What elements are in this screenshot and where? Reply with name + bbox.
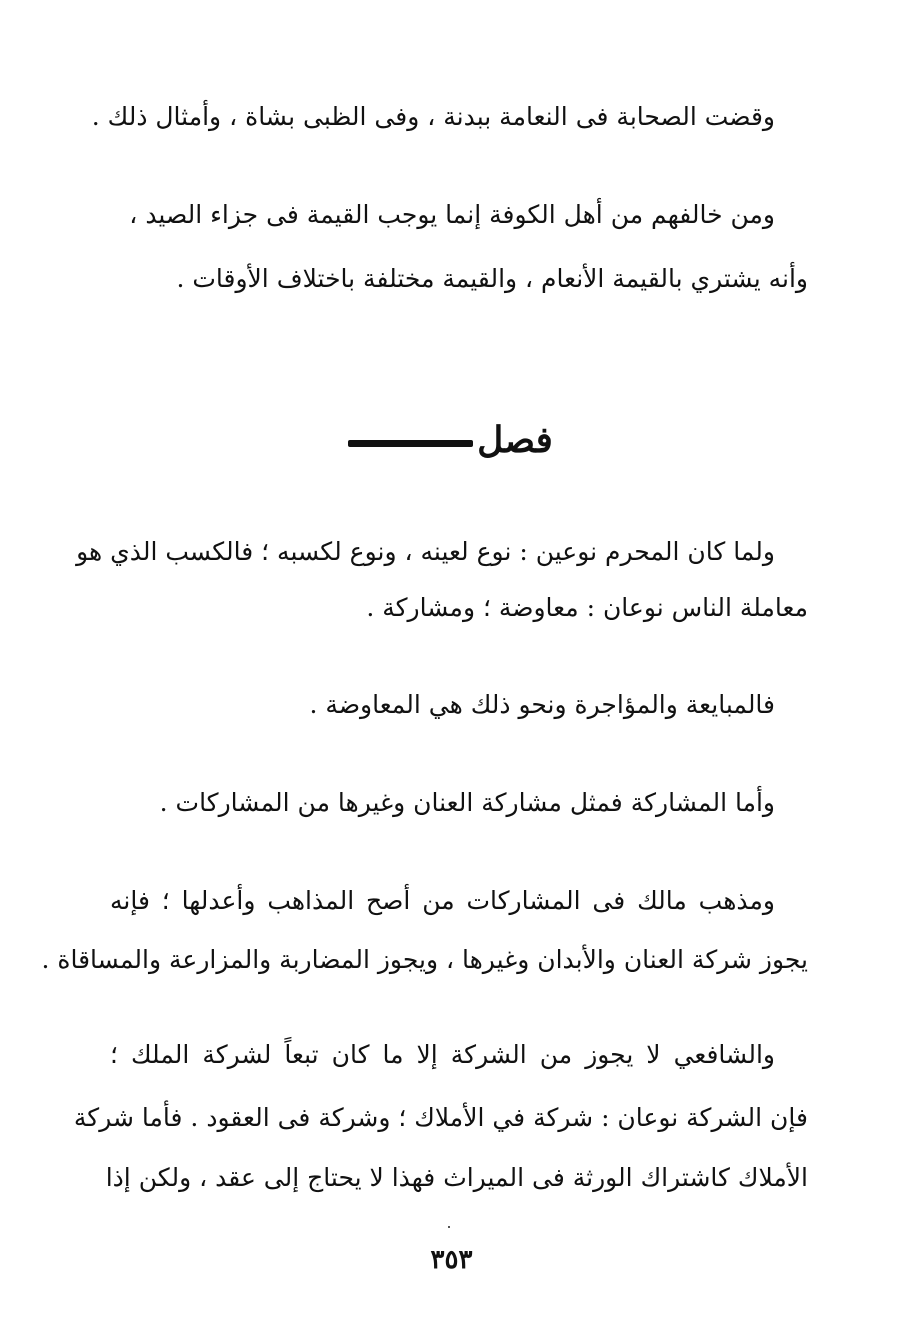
text-line-8: ومذهب مالك فى المشاركات من أصح المذاهب وأعدلها ؛ فإنه: [110, 886, 775, 915]
text-line-2: ومن خالفهم من أهل الكوفة إنما يوجب القيمة فى جزاء الصيد ،: [129, 200, 775, 229]
page-number: ٣٥٣: [430, 1245, 473, 1275]
text-line-10: والشافعي لا يجوز من الشركة إلا ما كان تبعاً لشركة الملك ؛: [110, 1040, 775, 1069]
text-line-12: الأملاك كاشتراك الورثة فى الميراث فهذا لا يحتاج إلى عقد ، ولكن إذا: [105, 1163, 808, 1192]
text-line-11: فإن الشركة نوعان : شركة في الأملاك ؛ وشركة فى العقود . فأما شركة: [73, 1103, 808, 1132]
text-line-3: وأنه يشتري بالقيمة الأنعام ، والقيمة مختلفة باختلاف الأوقات .: [176, 264, 808, 293]
text-line-1: وقضت الصحابة فى النعامة ببدنة ، وفى الظبى بشاة ، وأمثال ذلك .: [91, 102, 775, 131]
text-line-4: ولما كان المحرم نوعين : نوع لعينه ، ونوع لكسبه ؛ فالكسب الذي هو: [76, 537, 775, 566]
text-line-7: وأما المشاركة فمثل مشاركة العنان وغيرها من المشاركات .: [159, 788, 775, 817]
text-line-5: معاملة الناس نوعان : معاوضة ؛ ومشاركة .: [366, 593, 808, 622]
section-heading-text: فصل: [344, 410, 559, 470]
text-line-9: يجوز شركة العنان والأبدان وغيرها ، ويجوز المضاربة والمزارعة والمساقاة .: [41, 945, 808, 974]
heading-kashida-rule: [348, 440, 473, 447]
section-heading: [0, 410, 903, 470]
print-mark: [448, 1226, 450, 1228]
text-line-6: فالمبايعة والمؤاجرة ونحو ذلك هي المعاوضة .: [309, 690, 775, 719]
